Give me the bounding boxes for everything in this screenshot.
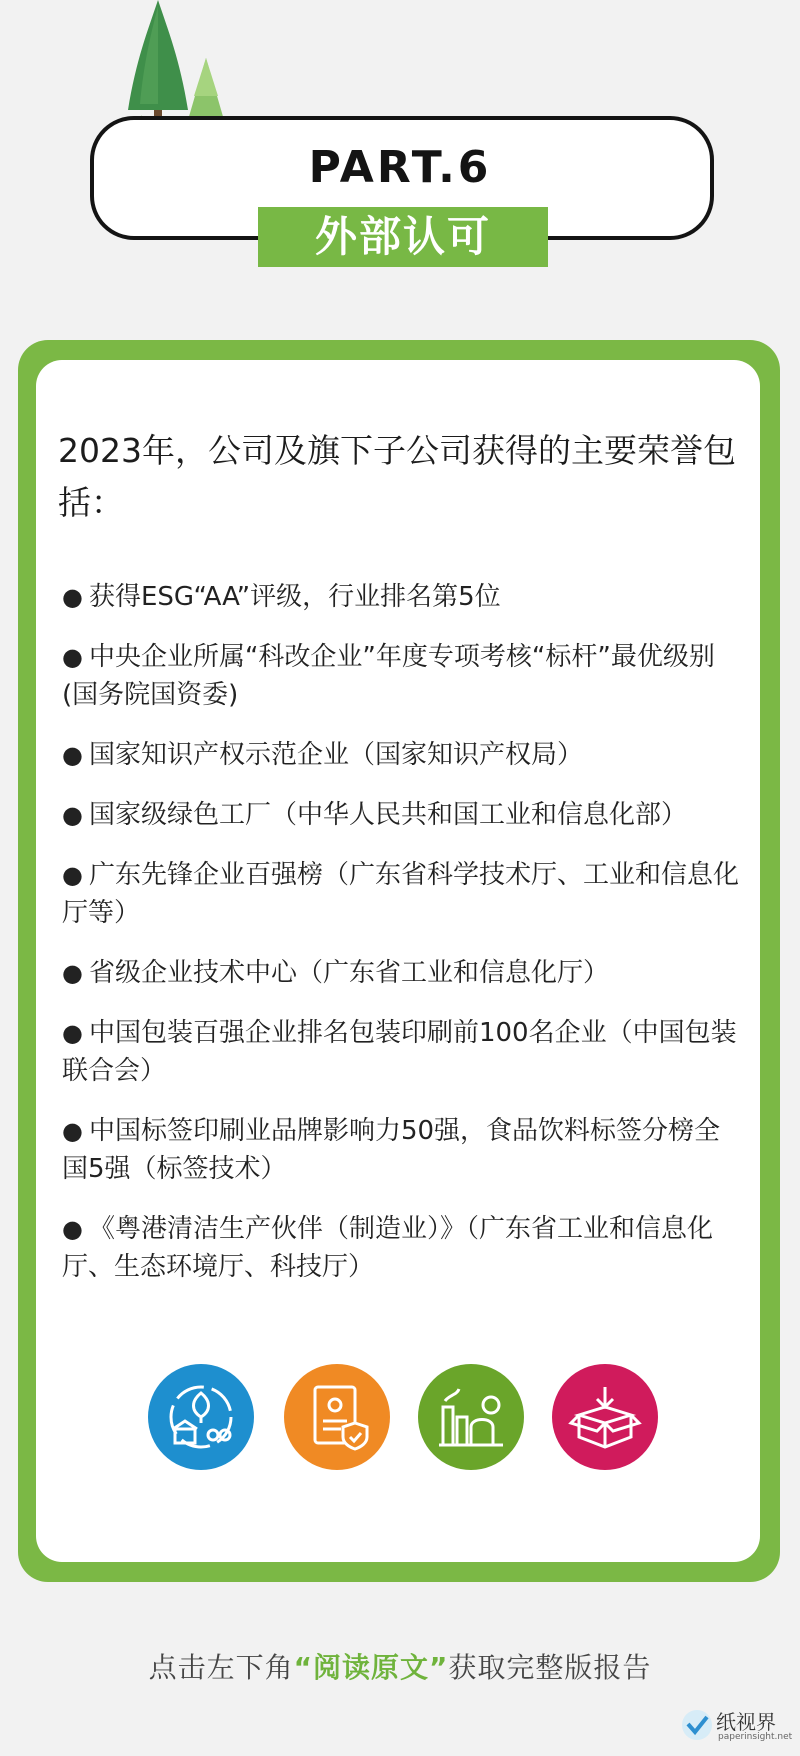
- honor-text: 国家知识产权示范企业（国家知识产权局）: [88, 740, 583, 770]
- list-item: [62, 796, 742, 834]
- bullet-icon: ●: [62, 801, 83, 829]
- green-factory-icon: [418, 1364, 524, 1470]
- download-box-icon: [552, 1364, 658, 1470]
- certificate-shield-icon: [284, 1364, 390, 1470]
- watermark-name: 纸视界: [716, 1710, 776, 1734]
- watermark-url: paperinsight.net: [718, 1732, 793, 1742]
- list-item: [62, 638, 742, 714]
- bullet-icon: ●: [62, 959, 83, 987]
- bullet-icon: ●: [62, 1117, 83, 1145]
- list-item: [62, 578, 742, 616]
- list-item: [62, 954, 742, 992]
- honor-text: 《粤港清洁生产伙伴（制造业）》（广东省工业和信息化厅、生态环境厅、科技厅）: [62, 1214, 713, 1282]
- bullet-icon: ●: [62, 643, 83, 671]
- intro-text: 2023年，公司及旗下子公司获得的主要荣誉包括：: [58, 431, 736, 522]
- footer-cta: [0, 1646, 800, 1686]
- watermark-logo-icon: [680, 1708, 714, 1742]
- honor-text: 获得ESG“AA”评级，行业排名第5位: [88, 582, 501, 612]
- list-item: [62, 736, 742, 774]
- footer-suffix: 获取完整版报告: [448, 1651, 652, 1684]
- honor-text: 省级企业技术中心（广东省工业和信息化厅）: [88, 958, 609, 988]
- bullet-icon: ●: [62, 741, 83, 769]
- read-original-link[interactable]: “阅读原文”: [293, 1651, 449, 1684]
- list-item: [62, 1210, 742, 1286]
- bullet-icon: ●: [62, 583, 83, 611]
- bullet-icon: ●: [62, 1019, 83, 1047]
- list-item: [62, 1014, 742, 1090]
- sustainability-community-icon: [148, 1364, 254, 1470]
- list-item: [62, 856, 742, 932]
- footer-prefix: 点击左下角: [148, 1651, 294, 1684]
- watermark: [680, 1704, 793, 1748]
- honors-list: [62, 578, 742, 1308]
- icons-row: [148, 1364, 668, 1470]
- honor-text: 中国包装百强企业排名包装印刷前100名企业（中国包装联合会）: [62, 1018, 737, 1086]
- part-title: PART.6: [308, 142, 492, 193]
- honor-text: 国家级绿色工厂（中华人民共和国工业和信息化部）: [88, 800, 687, 830]
- bullet-icon: ●: [62, 861, 83, 889]
- honor-text: 中央企业所属“科改企业”年度专项考核“标杆”最优级别 (国务院国资委): [62, 642, 715, 710]
- list-item: [62, 1112, 742, 1188]
- section-label: 外部认可: [258, 207, 548, 267]
- honor-text: 中国标签印刷业品牌影响力50强，食品饮料标签分榜全国5强（标签技术）: [62, 1116, 721, 1184]
- honor-text: 广东先锋企业百强榜（广东省科学技术厅、工业和信息化厅等）: [62, 860, 739, 928]
- bullet-icon: ●: [62, 1215, 83, 1243]
